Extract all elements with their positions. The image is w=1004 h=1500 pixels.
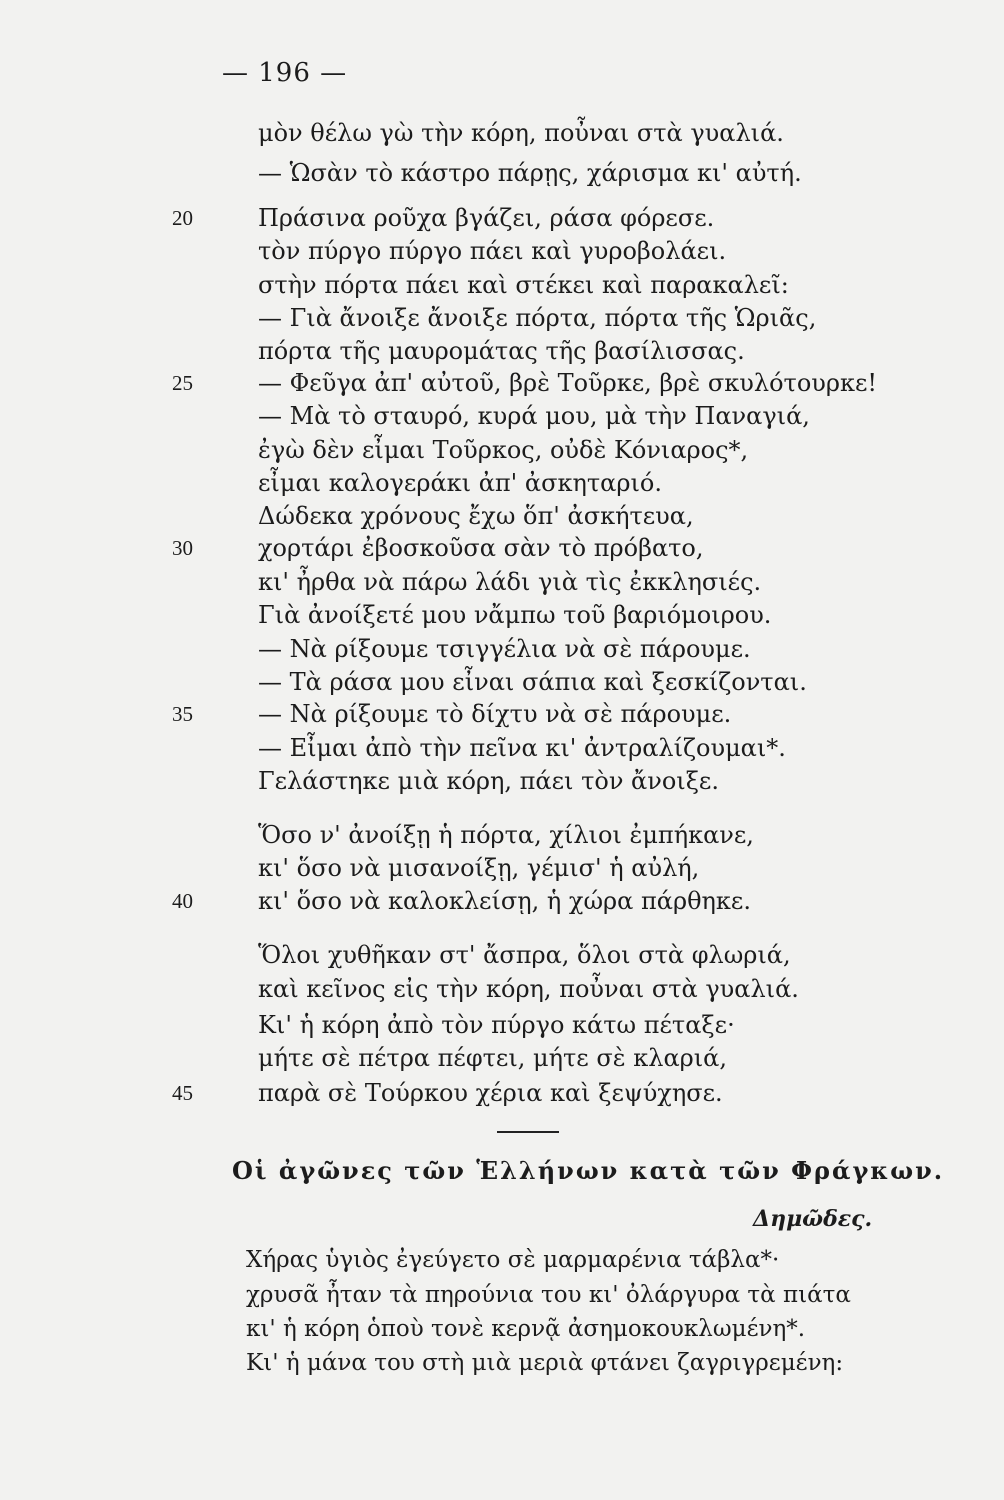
poem-line: στὴν πόρτα πάει καὶ στέκει καὶ παρακαλεῖ: xyxy=(258,271,789,299)
section-subtitle: Δημῶδες. xyxy=(753,1206,873,1232)
poem-line: Γιὰ ἀνοίξετέ μου νἄμπω τοῦ βαριόμοιρου. xyxy=(258,601,772,629)
section-line: Χήρας ὑγιὸς ἐγεύγετο σὲ μαρμαρένια τάβλα*· xyxy=(246,1247,780,1273)
poem-line: μὸν θέλω γὼ τὴν κόρη, ποὖναι στὰ γυαλιά. xyxy=(258,119,784,147)
poem-line: εἶμαι καλογεράκι ἀπ' ἀσκηταριό. xyxy=(258,469,662,497)
section-line: κι' ἡ κόρη ὁποὺ τονὲ κερνᾷ ἀσημοκουκλωμένη*. xyxy=(246,1316,806,1342)
section-line: χρυσᾶ ἦταν τὰ πηρούνια του κι' ὀλάργυρα τὰ πιάτα xyxy=(246,1282,851,1308)
poem-line: ἐγὼ δὲν εἶμαι Τοῦρκος, οὐδὲ Κόνιαρος*, xyxy=(258,436,749,464)
poem-line: — Τὰ ράσα μου εἶναι σάπια καὶ ξεσκίζονται. xyxy=(258,668,807,696)
poem-line: Γελάστηκε μιὰ κόρη, πάει τὸν ἄνοιξε. xyxy=(258,767,719,795)
poem-line: παρὰ σὲ Τούρκου χέρια καὶ ξεψύχησε. xyxy=(258,1079,723,1107)
page-number: — 196 — xyxy=(222,58,348,88)
line-number: 20 xyxy=(172,206,193,230)
poem-line: κι' ἦρθα νὰ πάρω λάδι γιὰ τὶς ἐκκλησιές. xyxy=(258,568,762,596)
poem-line: — Νὰ ρίξουμε τσιγγέλια νὰ σὲ πάρουμε. xyxy=(258,635,751,663)
section-line: Κι' ἡ μάνα του στὴ μιὰ μεριὰ φτάνει ζαγριγρεμένη: xyxy=(246,1350,844,1376)
poem-line: — Εἶμαι ἀπὸ τὴν πεῖνα κι' ἀντραλίζουμαι*. xyxy=(258,734,786,762)
section-divider xyxy=(497,1131,559,1133)
poem-line: Ὅλοι χυθῆκαν στ' ἄσπρα, ὅλοι στὰ φλωριά, xyxy=(258,941,791,969)
poem-line: πόρτα τῆς μαυρομάτας τῆς βασίλισσας. xyxy=(258,337,745,365)
line-number: 35 xyxy=(172,702,193,726)
poem-line: μήτε σὲ πέτρα πέφτει, μήτε σὲ κλαριά, xyxy=(258,1044,728,1072)
poem-line: χορτάρι ἐβοσκοῦσα σὰν τὸ πρόβατο, xyxy=(258,534,704,562)
poem-line: Πράσινα ροῦχα βγάζει, ράσα φόρεσε. xyxy=(258,204,715,232)
line-number: 45 xyxy=(172,1081,193,1105)
poem-line: — Μὰ τὸ σταυρό, κυρά μου, μὰ τὴν Παναγιά, xyxy=(258,402,810,430)
line-number: 30 xyxy=(172,536,193,560)
poem-line: — Γιὰ ἄνοιξε ἄνοιξε πόρτα, πόρτα τῆς Ὡριᾶς, xyxy=(258,304,817,332)
section-title: Οἱ ἀγῶνες τῶν Ἑλλήνων κατὰ τῶν Φράγκων. xyxy=(232,1156,945,1185)
poem-line: Δώδεκα χρόνους ἔχω ὅπ' ἀσκήτευα, xyxy=(258,502,694,530)
line-number: 25 xyxy=(172,371,193,395)
poem-line: τὸν πύργο πύργο πάει καὶ γυροβολάει. xyxy=(258,237,727,265)
poem-line: — Ὡσὰν τὸ κάστρο πάρῃς, χάρισμα κι' αὐτή. xyxy=(258,159,802,187)
poem-line: καὶ κεῖνος εἰς τὴν κόρη, ποὖναι στὰ γυαλιά. xyxy=(258,975,799,1003)
line-number: 40 xyxy=(172,889,193,913)
poem-line: Ὅσο ν' ἀνοίξῃ ἡ πόρτα, χίλιοι ἐμπήκανε, xyxy=(258,821,754,849)
poem-line: Κι' ἡ κόρη ἀπὸ τὸν πύργο κάτω πέταξε· xyxy=(258,1011,735,1039)
poem-line: κι' ὅσο νὰ μισανοίξῃ, γέμισ' ἡ αὐλή, xyxy=(258,854,700,882)
poem-line: κι' ὅσο νὰ καλοκλείσῃ, ἡ χώρα πάρθηκε. xyxy=(258,887,751,915)
poem-line: — Φεῦγα ἀπ' αὐτοῦ, βρὲ Τοῦρκε, βρὲ σκυλότουρκε! xyxy=(258,369,878,397)
poem-line: — Νὰ ρίξουμε τὸ δίχτυ νὰ σὲ πάρουμε. xyxy=(258,700,732,728)
